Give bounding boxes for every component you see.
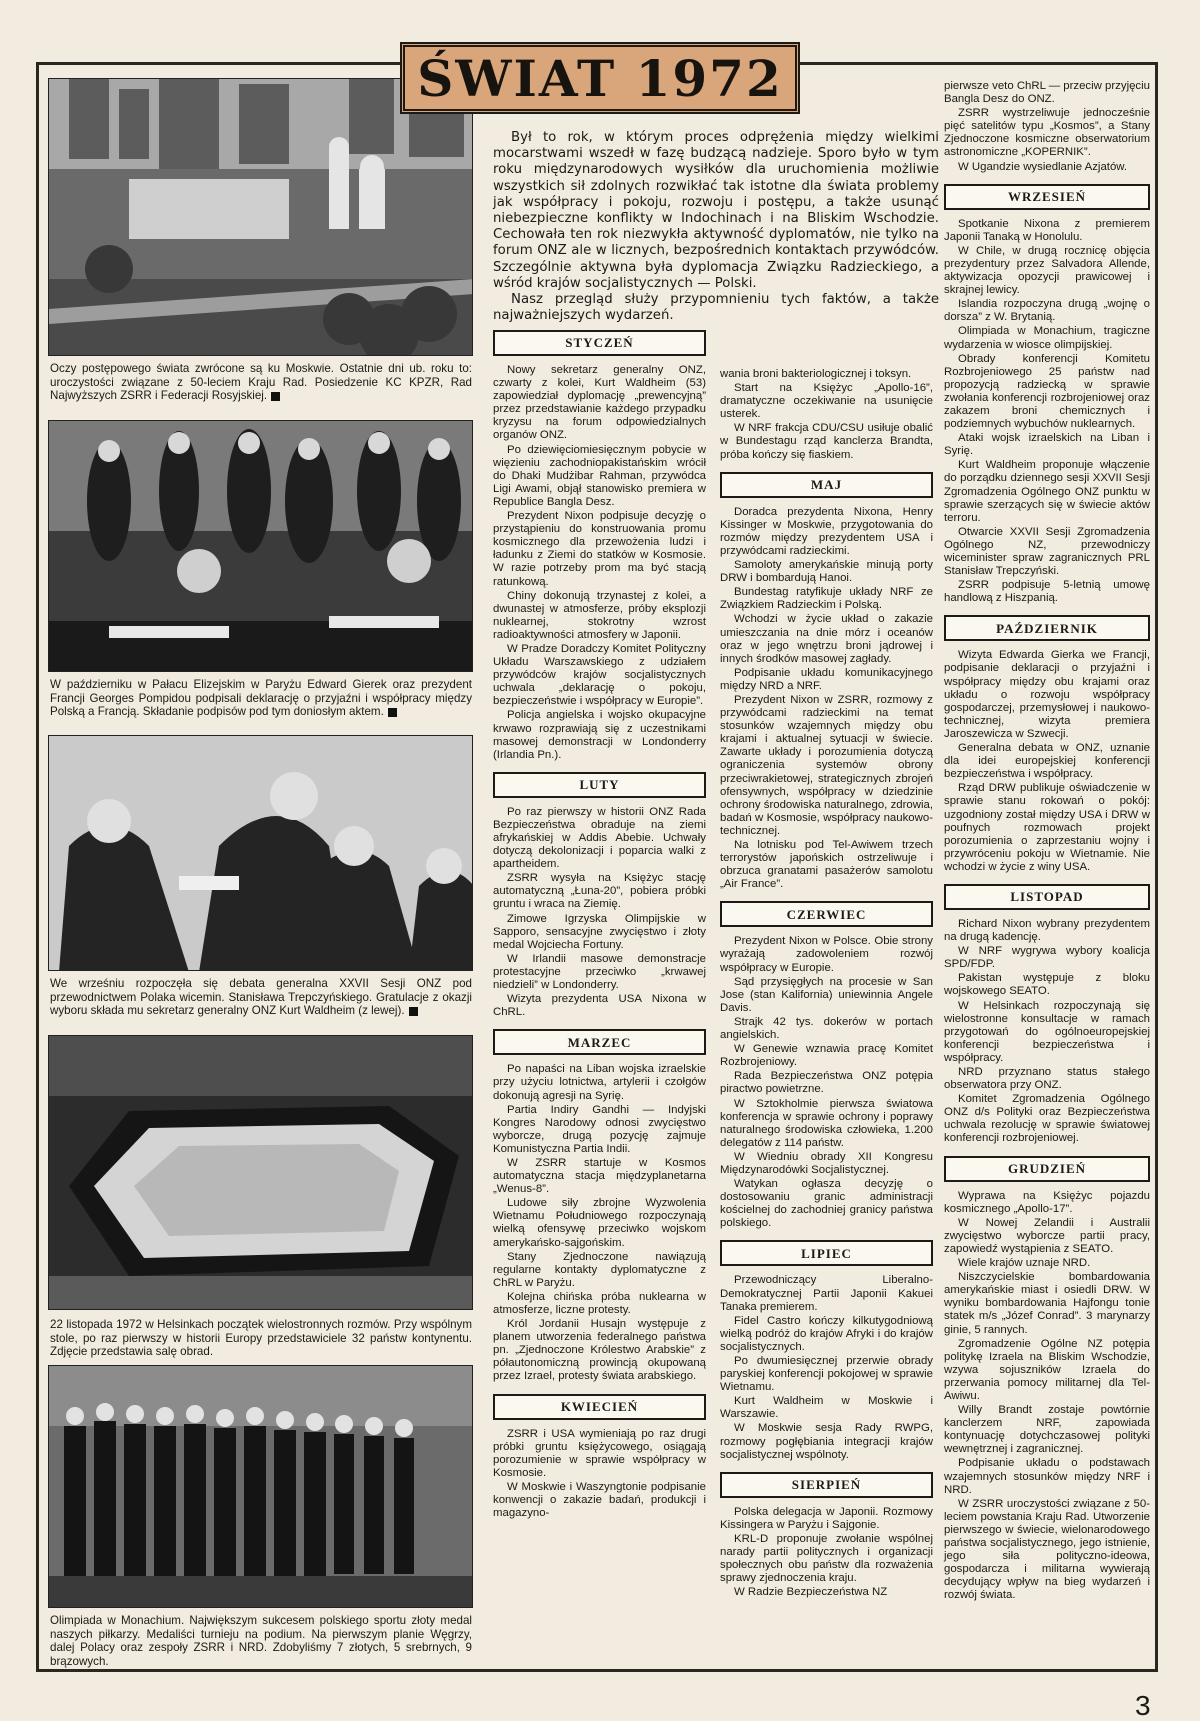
month-header-kwiecien: KWIECIEŃ <box>493 1394 706 1420</box>
photo-gierek-pompidou <box>48 420 473 672</box>
chronicle-column-2: wania broni bakteriologicznej i toksyn. Start na Księżyc „Apollo-16”, dramatyczne oczekiwanie na usunięcie usterek. W NRF frakcja CDU/CSU usiłuje obalić w Bundestagu rząd kanclerza Brandta, próba kończy się fiaskiem. MAJ Doradca prezydenta Nixona, Henry Kissinger w Moskwie, przygotowania do rozmów między prezydentem USA i przywódcami radzieckimi. Samoloty amerykańskie minują porty DRW i bombardują Hanoi. Bundestag ratyfikuje układy NRF ze Związkiem Radzieckim i Polską. Wchodzi w życie układ o zakazie umieszczania na dnie mórz i oceanów oraz w jego wnętrzu broni jądrowej i innych środków masowej zagłady. Podpisanie układu komunikacyjnego między NRD a NRF. Prezydent Nixon w ZSRR, rozmowy z przywódcami radzieckimi na temat stosunków wzajemnych między obu krajami i aktualnej sytuacji w świecie. Zawarte układy i porozumienia dotyczą ograniczenia systemów obrony przeciwrakietowej, strategicznych zbrojeń ofensywnych, współpracy w dziedzinie ochrony środowiska naturalnego, zdrowia, badań w Kosmosie, współpracy naukowo-technicznej. Na lotnisku pod Tel-Awiwem trzech terrorystów japońskich ostrzeliwuje i obrzuca granatami pasażerów samolotu „Air France”. CZERWIEC Prezydent Nixon w Polsce. Obie strony wyrażają zadowoleniem rozwój współpracy w Europie. Sąd przysięgłych na procesie w San Jose (stan Kalifornia) uniewinnia Angele Davis. Strajk 42 tys. dokerów w portach angielskich. W Genewie wznawia pracę Komitet Rozbrojeniowy. Rada Bezpieczeństwa ONZ potępia piractwo powietrzne. W Sztokholmie pierwsza światowa konferencja w sprawie ochrony i poprawy naturalnego środowiska człowieka, 1.200 delegatów z 114 państw. W Wiedniu obrady XII Kongresu Międzynarodówki Socjalistycznej. Watykan ogłasza decyzję o dostosowaniu granic administracji kościelnej do zachodniej granicy państwa polskiego. LIPIEC Przewodniczący Liberalno-Demokratycznej Partii Japonii Kakuei Tanaka premierem. Fidel Castro kończy kilkutygodniową wielką podróż do krajów Afryki i do krajów socjalistycznych. Po dwumiesięcznej przerwie obrady paryskiej konferencji pokojowej w sprawie Wietnamu. Kurt Waldheim w Moskwie i Warszawie. W Moskwie sesja Rady RWPG, rozmowy pogłębiania integracji krajów socjalistycznej wspólnoty. SIERPIEŃ Polska delegacja w Japonii. Rozmowy Kissingera w Paryżu i Sajgonie. KRL-D proponuje zwołanie wspólnej narady partii politycznych i organizacji społecznych obu państw dla rozważenia sprawy zjednoczenia kraju. W Radzie Bezpieczeństwa NZ <box>720 368 933 1599</box>
handshake-illustration <box>49 736 473 971</box>
chronicle-column-3: pierwsze veto ChRL — przeciw przyjęciu Bangla Desz do ONZ. ZSRR wystrzeliwuje jednocześnie pięć satelitów typu „Kosmos”, a Stany Zjednoczone kosmiczne obserwatorium astronomiczne „KOPERNIK”. W Ugandzie wysiedlanie Azjatów. WRZESIEŃ Spotkanie Nixona z premierem Japonii Tanaką w Honolulu. W Chile, w drugą rocznicę objęcia prezydentury przez Salvadora Allende, aktywizacja opozycji prawicowej i skrajnej lewicy. Islandia rozpoczyna drugą „wojnę o dorsza” z W. Brytanią. Olimpiada w Monachium, tragiczne wydarzenia w wiosce olimpijskiej. Obrady konferencji Komitetu Rozbrojeniowego 25 państw nad propozycją radziecką w sprawie zwołania konferencji rozbrojeniowej oraz zakazem broni chemicznych i podziemnych wybuchów nuklearnych. Ataki wojsk izraelskich na Liban i Syrię. Kurt Waldheim proponuje włączenie do porządku dziennego sesji XXVII Sesji Zgromadzenia Ogólnego ONZ punktu w sprawie szerzących się w świecie aktów terroru. Otwarcie XXVII Sesji Zgromadzenia Ogólnego NZ, przewodniczy wiceminister spraw zagranicznych PRL Stanisław Trepczyński. ZSRR podpisuje 5-letnią umowę handlową z Hiszpanią. PAŹDZIERNIK Wizyta Edwarda Gierka we Francji, podpisanie deklaracji o przyjaźni i współpracy między obu krajami oraz układu o rozwoju współpracy gospodarczej, przemysłowej i naukowo-technicznej, wizyta premiera Jaroszewicza w Szwecji. Generalna debata w ONZ, uznanie dla idei europejskiej konferencji bezpieczeństwa i współpracy. Rząd DRW publikuje oświadczenie w sprawie stanu rokowań o pokój: uzgodniony został między USA i DRW w poufnych rozmowach projekt porozumienia o zaprzestaniu wojny i przywróceniu pokoju w Wietnamie. Nie wchodzi w życie z winy USA. LISTOPAD Richard Nixon wybrany prezydentem na drugą kadencję. W NRF wygrywa wybory koalicja SPD/FDP. Pakistan występuje z bloku wojskowego SEATO. W Helsinkach rozpoczynają się wielostronne konsultacje w ramach przygotowań do ogólnoeuropejskiej konferencji bezpieczeństwa i współpracy. NRD przyznano status stałego obserwatora przy ONZ. Komitet Zgromadzenia Ogólnego ONZ d/s Polityki oraz Bezpieczeństwa uchwala rezolucję w sprawie światowej konferencji rozbrojeniowej. GRUDZIEŃ Wyprawa na Księżyc pojazdu kosmicznego „Apollo-17”. W Nowej Zelandii i Australii zwycięstwo wyborcze partii pracy, zapowiedź wystąpienia z SEATO. Wiele krajów uznaje NRD. Niszczycielskie bombardowania amerykańskie miast i osiedli DRW. W wyniku bombardowania Hajfongu tonie statek m/s „Józef Conrad”. 3 marynarzy ginie, 5 rannych. Zgromadzenie Ogólne NZ potępia politykę Izraela na Bliskim Wschodzie, wzywa sojuszników Izraela do przerwania pomocy militarnej dla Tel-Awiwu. Willy Brandt zostaje powtórnie kanclerzem NRF, zapowiada kontynuację dotychczasowej polityki wewnętrznej i zagranicznej. Podpisanie układu o podstawach wzajemnych stosunków między NRF i NRD. W ZSRR uroczystości związane z 50-leciem powstania Kraju Rad. Utworzenie pierwszego w świecie, wielonarodowego państwa socjalistycznego, jego istnienie, jego siła polityczno-ideowa, gospodarcza i militarna wywierają decydujący wpływ na bieg wydarzeń i rozwój świata. <box>944 80 1150 1602</box>
chronicle-column-1: STYCZEŃ Nowy sekretarz generalny ONZ, czwarty z kolei, Kurt Waldheim (53) zapowiedział dyplomację „prewencyjną” przez przedstawianie każdego przypadku kryzysu na forum odpowiedzialnych organów ONZ. Po dziewięciomiesięcznym pobycie w więzieniu zachodniopakistańskim wrócił do Dhaki Mudżibar Rahman, przywódca Ligi Awami, objął stanowisko premiera w Republice Bangla Desz. Prezydent Nixon podpisuje decyzję o przystąpieniu do konstruowania promu kosmicznego dla przewożenia ludzi i ładunku z Ziemi do statków w Kosmosie. W razie potrzeby prom ma być stacją ratunkową. Chiny dokonują trzynastej z kolei, a dwunastej w atmosferze, próby eksplozji nuklearnej, stokrotny wzrost radioaktywności atmosfery w Japonii. W Pradze Doradczy Komitet Polityczny Układu Warszawskiego z udziałem przywódców krajów socjalistycznych uchwala „deklarację o pokoju, bezpieczeństwie i współpracy w Europie”. Policja angielska i wojsko okupacyjne krwawo rozprawiają się z uczestnikami masowej demonstracji w Londonderry (Irlandia Pn.). LUTY Po raz pierwszy w historii ONZ Rada Bezpieczeństwa obraduje na ziemi afrykańskiej w Addis Abebie. Uchwały dotyczą dekolonizacji i poparcia walki z apartheidem. ZSRR wysyła na Księżyc stację automatyczną „Łuna-20”, pobiera próbki gruntu i wraca na Ziemię. Zimowe Igrzyska Olimpijskie w Sapporo, sensacyjne zwycięstwo i złoty medal Wojciecha Fortuny. W Irlandii masowe demonstracje protestacyjne przeciwko „krwawej niedzieli” w Londonderry. Wizyta prezydenta USA Nixona w ChRL. MARZEC Po napaści na Liban wojska izraelskie przy użyciu lotnictwa, artylerii i czołgów dokonują agresji na Syrię. Partia Indiry Gandhi — Indyjski Kongres Narodowy odnosi zwycięstwo wyborcze, drugą pozycję zajmuje Komunistyczna Partia Indii. W ZSRR startuje w Kosmos automatyczna stacja międzyplanetarna „Wenus-8”. Ludowe siły zbrojne Wyzwolenia Wietnamu Południowego rozpoczynają wielką ofensywę przeciwko wojskom amerykańsko-sajgońskim. Stany Zjednoczone nawiązują regularne kontakty dyplomatyczne z ChRL w Paryżu. Kolejna chińska próba nuklearna w atmosferze, liczne protesty. Król Jordanii Husajn występuje z planem utworzenia federalnego państwa pn. „Zjednoczone Królestwo Arabskie” z półautonomiczną prowincją okupowaną przez Izrael, protesty świata arabskiego. KWIECIEŃ ZSRR i USA wymieniają po raz drugi próbki gruntu księżycowego, osiągają porozumienie w sprawie współpracy w Kosmosie. W Moskwie i Waszyngtonie podpisanie konwencji o zakazie badań, produkcji i magazyno- <box>493 330 706 1521</box>
end-mark-icon <box>409 1007 418 1016</box>
end-mark-icon <box>271 392 280 401</box>
month-header-luty: LUTY <box>493 772 706 798</box>
month-header-maj: MAJ <box>720 472 933 498</box>
kremlin-illustration <box>49 79 473 356</box>
month-header-marzec: MARZEC <box>493 1029 706 1055</box>
page-title-box <box>400 42 800 114</box>
caption-olympics: Olimpiada w Monachium. Największym sukcesem polskiego sportu złoty medal naszych piłkarzy. Medaliści turnieju na podium. Na pierwszym planie Węgrzy, dalej Polacy oraz zespoły ZSRR i NRD. Zdobyliśmy 7 złotych, 5 srebrnych, 9 brązowych. <box>50 1614 472 1668</box>
caption-gierek-pompidou: W październiku w Pałacu Elizejskim w Paryżu Edward Gierek oraz prezydent Francji Georges Pompidou podpisali deklarację o przyjaźni i współpracy między Polską a Francją. Składanie podpisów pod tym doniosłym aktem. <box>50 678 472 719</box>
page-title: ŚWIAT 1972 <box>417 48 783 108</box>
month-header-wrzesien: WRZESIEŃ <box>944 184 1150 210</box>
month-header-pazdziernik: PAŹDZIERNIK <box>944 615 1150 641</box>
photo-kremlin <box>48 78 473 356</box>
month-header-lipiec: LIPIEC <box>720 1240 933 1266</box>
month-header-sierpien: SIERPIEŃ <box>720 1472 933 1498</box>
end-mark-icon <box>388 708 397 717</box>
signing-illustration <box>49 421 473 672</box>
medalists-illustration <box>49 1366 473 1608</box>
month-header-czerwiec: CZERWIEC <box>720 901 933 927</box>
photo-helsinki <box>48 1035 473 1310</box>
intro-text: Był to rok, w którym proces odprężenia między wielkimi mocarstwami wszedł w fazę budzącą nadzieje. Sporo było w tym roku międzynarodowych wysiłków dla uruchomienia możliwie wszystkich sił zdolnych rozwikłać tak istotne dla świata problemy jak współpracy i pokoju, rozwoju i postępu, a także usunąć niebezpieczne konflikty w Indochinach i na Bliskim Wschodzie. Cechowała ten rok niezwykła aktywność dyplomatów, nie tylko na forum ONZ ale w licznych, bezpośrednich kontaktach przywódców. Szczególnie aktywna była dyplomacja Związku Radzieckiego, a wśród krajów socjalistycznych — Polski. Nasz przegląd służy przypomnieniu tych faktów, a także najważniejszych wydarzeń. <box>493 130 939 324</box>
photo-olympics <box>48 1365 473 1608</box>
month-header-listopad: LISTOPAD <box>944 884 1150 910</box>
month-header-styczen: STYCZEŃ <box>493 330 706 356</box>
conference-hall-illustration <box>49 1036 473 1310</box>
month-header-grudzien: GRUDZIEŃ <box>944 1156 1150 1182</box>
caption-helsinki: 22 listopada 1972 w Helsinkach początek wielostronnych rozmów. Przy wspólnym stole, po raz pierwszy w historii Europy przedstawiciele 32 państw kontynentu. Zdjęcie przedstawia salę obrad. <box>50 1318 472 1359</box>
page-number: 3 <box>1135 1690 1151 1721</box>
photo-trepczynski-waldheim <box>48 735 473 971</box>
caption-kremlin: Oczy postępowego świata zwrócone są ku Moskwie. Ostatnie dni ub. roku to: uroczystości związane z 50-leciem Kraju Rad. Posiedzenie KC KPZR, Rad Najwyższych ZSRR i Federacji Rosyjskiej. <box>50 362 472 403</box>
caption-trepczynski-waldheim: We wrześniu rozpoczęła się debata generalna XXVII Sesji ONZ pod przewodnictwem Polaka wicemin. Stanisława Trepczyńskiego. Gratulacje z okazji wyboru składa mu sekretarz generalny ONZ Kurt Waldheim (z lewej). <box>50 977 472 1018</box>
